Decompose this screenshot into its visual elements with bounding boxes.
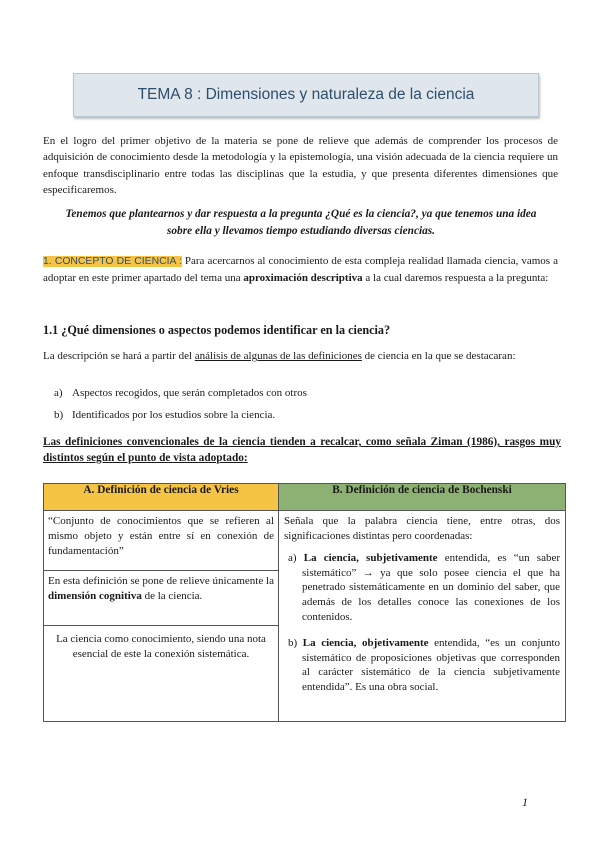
bochenski-bold: La ciencia, subjetivamente: [303, 552, 438, 565]
section-1-bold: aproximación descriptiva: [243, 272, 363, 285]
vries-note-bold: dimensión cognitiva: [48, 590, 142, 602]
vries-header: A. Definición de ciencia de Vries: [44, 484, 279, 511]
page-number: 1: [522, 795, 528, 809]
desc-text-b: de ciencia en la que se destacaran:: [361, 350, 516, 362]
bochenski-marker: a): [288, 552, 297, 565]
page-title: TEMA 8 : Dimensiones y naturaleza de la ciencia: [137, 86, 475, 103]
section-1-1-heading: 1.1 ¿Qué dimensiones o aspectos podemos identificar en la ciencia?: [43, 323, 391, 337]
bochenski-marker: b): [288, 637, 298, 650]
bochenski-intro: Señala que la palabra ciencia tiene, entre otras, dos significaciones distintas pero coordenadas:: [284, 515, 560, 542]
intro-paragraph: En el logro del primer objetivo de la materia se pone de relieve que además de comprender los procesos de adquisición de conocimiento desde la metodología y la epistemología, una visión adecuada de la ciencia requiere un enfoque transdisciplinario entre todas las disciplinas que la estudia, y que presenta diferentes dimensiones que especificaremos.: [43, 135, 558, 197]
list-text: Identificados por los estudios sobre la ciencia.: [72, 409, 276, 421]
vries-note-a: En esta definición se pone de relieve únicamente la: [48, 575, 274, 587]
list-item: [54, 409, 275, 421]
bochenski-cell: [279, 511, 566, 722]
bochenski-text: entendida, es “un saber sistemático” → ya que solo posee ciencia el que ha penetrado sistemáticamente en un dominio del saber, que además de los detalles conoce las conexiones de los contenidos.: [302, 552, 561, 623]
list-marker: a): [54, 387, 63, 399]
vries-note: [44, 571, 279, 626]
conventional-definitions: Las definiciones convencionales de la ciencia tienden a recalcar, como señala Ziman (1986), rasgos muy distintos según el punto de vista adoptado:: [43, 436, 561, 465]
section-1-paragraph: [43, 253, 558, 287]
section-1-1-description: [43, 348, 558, 364]
desc-text-a: La descripción se hará a partir del: [43, 350, 195, 362]
list-marker: b): [54, 409, 64, 421]
section-1-heading: 1. CONCEPTO DE CIENCIA :: [43, 256, 182, 267]
bochenski-bold: La ciencia, objetivamente: [302, 637, 429, 650]
definitions-table: [43, 483, 566, 722]
vries-quote: “Conjunto de conocimientos que se refieren al mismo objeto y están entre sí en conexión de fundamentación”: [44, 511, 279, 571]
section-1-text-a: Para acercarnos al conocimiento de esta compleja realidad llamada ciencia, vamos a adoptar en este primer apartado del tema una: [43, 255, 558, 285]
title-banner: [73, 73, 539, 117]
bochenski-header: B. Definición de ciencia de Bochenski: [279, 484, 566, 511]
list-text: Aspectos recogidos, que serán completados con otros: [72, 387, 307, 399]
section-1-text-b: a la cual daremos respuesta a la pregunta:: [362, 272, 549, 285]
key-question: Tenemos que plantearnos y dar respuesta a la pregunta ¿Qué es la ciencia?, ya que tenemos una idea sobre ella y llevamos tiempo estudiando diversas ciencias.: [65, 208, 537, 237]
bochenski-item: [288, 551, 561, 624]
vries-conclusion: La ciencia como conocimiento, siendo una nota esencial de este la conexión sistemática.: [44, 626, 279, 722]
bochenski-text: entendida, “es un conjunto sistemático de proposiciones objetivas que corresponden al carácter sistemático de la ciencia subjetivamente entendida”. Es una obra social.: [302, 637, 560, 693]
list-item: [54, 387, 307, 399]
desc-underlined: análisis de algunas de las definiciones: [194, 350, 362, 362]
vries-note-b: de la ciencia.: [141, 590, 203, 602]
bochenski-item: [288, 636, 560, 694]
